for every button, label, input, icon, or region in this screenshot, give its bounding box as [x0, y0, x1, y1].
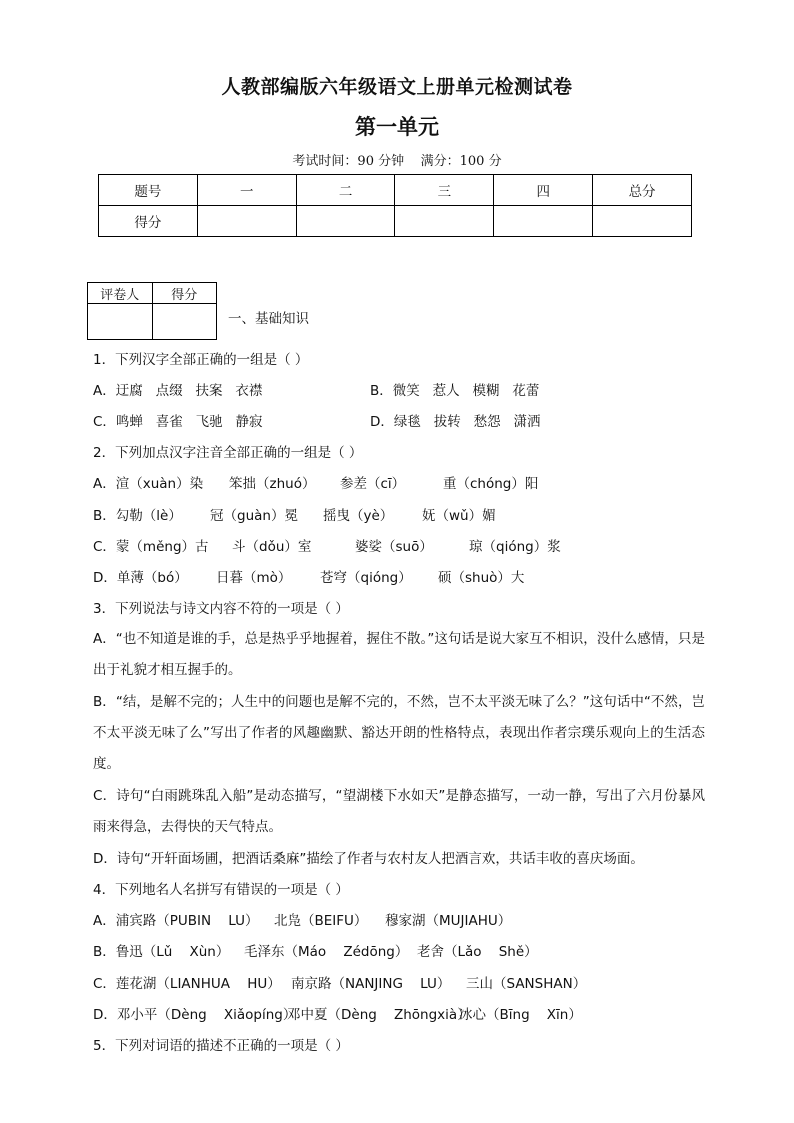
grader-score-label: 得分: [152, 283, 217, 304]
score-table-header-row: [99, 175, 692, 206]
score-header-cell: 二: [296, 175, 395, 206]
question-1-option-a: A．迂腐 点缀 扶案 衣襟: [93, 383, 263, 399]
question-4-stem: 4．下列地名人名拼写有错误的一项是（ ）: [93, 882, 349, 898]
question-1-option-b: B．微笑 惹人 模糊 花蕾: [370, 383, 540, 399]
question-2-option-b-1: B．勾勒（lè）: [93, 508, 182, 524]
grader-header-row: [88, 283, 217, 304]
score-cell[interactable]: [197, 206, 296, 237]
question-4-option-b-3: 老舍（Lǎo Shě）: [417, 944, 538, 960]
question-2-option-a-3: 参差（cī）: [340, 476, 406, 492]
question-2-option-b-4: 妩（wǔ）媚: [422, 508, 496, 524]
question-1-stem: 1．下列汉字全部正确的一组是（ ）: [93, 352, 309, 368]
question-4-option-a-2: 北凫（BEIFU）: [274, 913, 368, 929]
question-4-option-d-2: 邓中夏（Dèng Zhōngxià）: [287, 1007, 471, 1023]
question-4-option-d-1: D．邓小平（Dèng Xiǎopíng）: [93, 1007, 297, 1023]
question-1-option-d: D．绿毯 拔转 愁怨 潇洒: [370, 414, 541, 430]
score-header-cell: 总分: [593, 175, 692, 206]
question-3-option-d: D．诗句“开轩面场圃，把酒话桑麻”描绘了作者与农村友人把酒言欢，共话丰收的喜庆场面。: [93, 851, 644, 867]
unit-title: 第一单元: [355, 114, 439, 139]
score-table-score-row: [99, 206, 692, 237]
score-row-label: 得分: [99, 206, 198, 237]
question-4-option-a-1: A．浦宾路（PUBIN LU）: [93, 913, 259, 929]
score-header-cell: 四: [494, 175, 593, 206]
question-4-option-b-1: B．鲁迅（Lǔ Xùn）: [93, 944, 230, 960]
question-2-option-a-2: 笨拙（zhuó）: [229, 476, 316, 492]
grader-table: [87, 282, 217, 340]
question-4-option-c-3: 三山（SANSHAN）: [466, 976, 587, 992]
question-4-option-a-3: 穆家湖（MUJIAHU）: [385, 913, 512, 929]
question-4-option-c-1: C．莲花湖（LIANHUA HU）: [93, 976, 281, 992]
question-2-option-d-1: D．单薄（bó）: [93, 570, 188, 586]
question-2-stem: 2．下列加点汉字注音全部正确的一组是（ ）: [93, 445, 363, 461]
score-cell[interactable]: [296, 206, 395, 237]
exam-info: 考试时间：90 分钟 满分：100 分: [292, 154, 502, 169]
score-cell[interactable]: [593, 206, 692, 237]
question-2-option-c-4: 琼（qióng）浆: [469, 539, 561, 555]
section-title: 一、基础知识: [228, 311, 309, 327]
question-2-option-a-1: A．渲（xuàn）染: [93, 476, 204, 492]
score-header-cell: 题号: [99, 175, 198, 206]
score-cell[interactable]: [395, 206, 494, 237]
question-2-option-c-2: 斗（dǒu）室: [232, 539, 312, 555]
question-2-option-d-2: 日暮（mò）: [216, 570, 292, 586]
question-3-option-a: A．“也不知道是谁的手，总是热乎乎地握着，握住不散。”这句话是说大家互不相识，没什么感情，只是出于礼貌才相互握手的。: [93, 631, 705, 678]
question-2-option-b-3: 摇曳（yè）: [323, 508, 394, 524]
question-2-option-d-4: 硕（shuò）大: [438, 570, 525, 586]
paper-title: 人教部编版六年级语文上册单元检测试卷: [221, 76, 573, 98]
question-2-option-c-3: 婆娑（suō）: [355, 539, 433, 555]
grader-cell[interactable]: [88, 304, 153, 340]
question-3-option-b: B．“结，是解不完的；人生中的问题也是解不完的，不然，岂不太平淡无味了么？”这句话中“不然，岂不太平淡无味了么”写出了作者的风趣幽默、豁达开朗的性格特点，表现出作者宗璞乐观向上的生活态度。: [93, 694, 705, 772]
question-3-stem: 3．下列说法与诗文内容不符的一项是（ ）: [93, 601, 349, 617]
question-3-option-c: C．诗句“白雨跳珠乱入船”是动态描写，“望湖楼下水如天”是静态描写，一动一静，写出了六月份暴风雨来得急，去得快的天气特点。: [93, 788, 705, 835]
question-2-option-c-1: C．蒙（měng）古: [93, 539, 209, 555]
grader-body-row: [88, 304, 217, 340]
question-4-option-c-2: 南京路（NANJING LU）: [291, 976, 451, 992]
question-5-stem: 5．下列对词语的描述不正确的一项是（ ）: [93, 1038, 349, 1054]
question-2-option-d-3: 苍穹（qióng）: [320, 570, 412, 586]
grader-score-cell[interactable]: [152, 304, 217, 340]
question-2-option-a-4: 重（chóng）阳: [443, 476, 539, 492]
question-4-option-d-3: 冰心（Bīng Xīn）: [459, 1007, 582, 1023]
score-header-cell: 三: [395, 175, 494, 206]
score-table: [98, 174, 692, 237]
grader-label: 评卷人: [88, 283, 153, 304]
score-cell[interactable]: [494, 206, 593, 237]
score-header-cell: 一: [197, 175, 296, 206]
question-2-option-b-2: 冠（guàn）冕: [210, 508, 298, 524]
question-4-option-b-2: 毛泽东（Máo Zédōng）: [244, 944, 409, 960]
question-1-option-c: C．鸣蝉 喜雀 飞驰 静寂: [93, 414, 263, 430]
